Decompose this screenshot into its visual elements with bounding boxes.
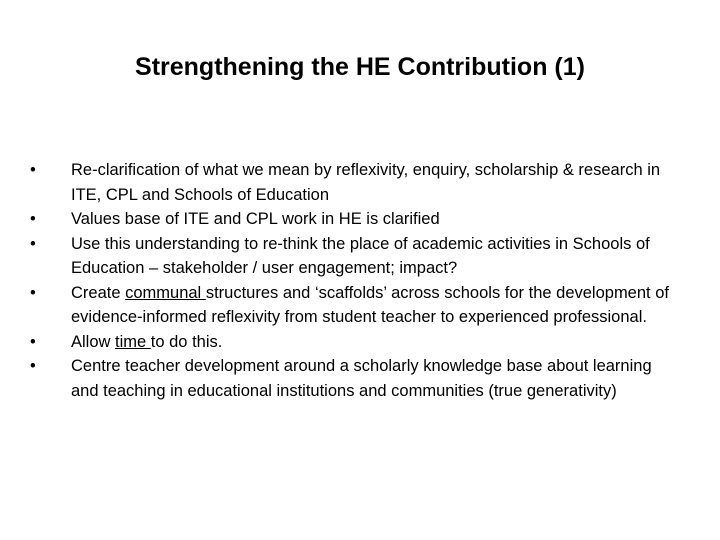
slide-title: Strengthening the HE Contribution (1) (135, 53, 585, 81)
bullet-icon: • (30, 332, 36, 351)
bullet-text: Create (71, 283, 126, 302)
bullet-list (30, 158, 670, 403)
list-item (30, 281, 670, 330)
bullet-icon: • (30, 234, 36, 253)
bullet-text: Values base of ITE and CPL work in HE is clarified (71, 210, 440, 228)
bullet-text: structures and ‘scaffolds’ across schools for the development of evidence-informed reflexivity from student teacher to experienced professional. (71, 283, 669, 326)
bullet-text: Centre teacher development around a scholarly knowledge base about learning and teaching in educational institutions and communities (true generativity) (71, 357, 652, 400)
underlined-word: communal (125, 283, 206, 302)
bullet-text: Allow (71, 332, 116, 351)
bullet-icon: • (30, 357, 36, 375)
list-item (30, 232, 670, 281)
bullet-icon: • (30, 283, 36, 302)
bullet-icon: • (30, 210, 36, 228)
bullet-text: Use this understanding to re-think the place of academic activities in Schools of Education – stakeholder / user engagement; impact? (71, 234, 650, 277)
list-item (30, 207, 670, 232)
list-item (30, 354, 670, 403)
bullet-text: to do this. (150, 332, 223, 351)
bullet-text: Re-clarification of what we mean by reflexivity, enquiry, scholarship & research in ITE, CPL and Schools of Education (71, 161, 661, 204)
list-item (30, 330, 670, 355)
bullet-icon: • (30, 161, 36, 179)
list-item (30, 158, 670, 207)
underlined-word: time (115, 332, 151, 351)
